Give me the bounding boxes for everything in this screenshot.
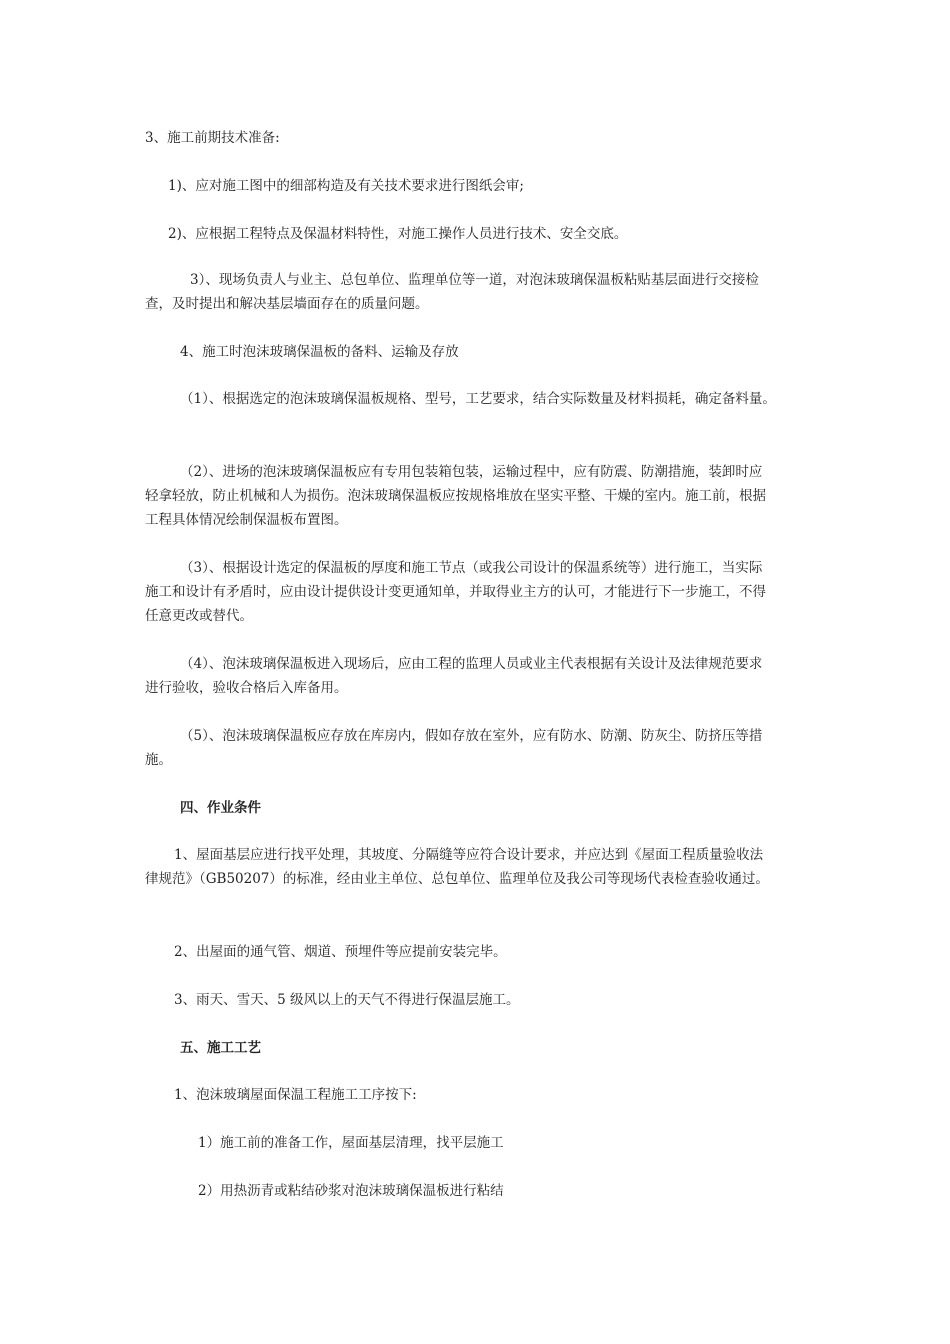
section-4-item-2-line-2: 轻拿轻放，防止机械和人为损伤。泡沫玻璃保温板应按规格堆放在坚实平整、干燥的室内。施工前，根据 [145,488,766,504]
section-4-item-2-line-1: （2）、进场的泡沫玻璃保温板应有专用包装箱包装，运输过程中，应有防震、防潮措施，装卸时应 [180,464,763,480]
section-4-title: 4、施工时泡沫玻璃保温板的备料、运输及存放 [180,344,459,360]
section-4-item-4-line-1: （4）、泡沫玻璃保温板进入现场后，应由工程的监理人员或业主代表根据有关设计及法律规范要求 [180,656,763,672]
section-3-item-3-line-1: 3）、现场负责人与业主、总包单位、监理单位等一道，对泡沫玻璃保温板粘贴基层面进行交接检 [190,272,759,288]
condition-3: 3、雨天、雪天、5 级风以上的天气不得进行保温层施工。 [174,992,520,1008]
section-3-item-2: 2)、应根据工程特点及保温材料特性，对施工操作人员进行技术、安全交底。 [168,226,628,242]
condition-1-line-2: 律规范》（GB50207）的标准，经由业主单位、总包单位、监理单位及我公司等现场代表检查验收通过。 [145,871,769,887]
section-4-item-5-line-2: 施。 [145,752,172,768]
process-1-step-2: 2）用热沥青或粘结砂浆对泡沫玻璃保温板进行粘结 [198,1183,504,1199]
process-1-step-1: 1）施工前的准备工作，屋面基层清理，找平层施工 [198,1135,504,1151]
section-4-item-4-line-2: 进行验收，验收合格后入库备用。 [145,680,348,696]
heading-construction-process: 五、施工工艺 [180,1040,261,1056]
section-4-item-1: （1）、根据选定的泡沫玻璃保温板规格、型号，工艺要求，结合实际数量及材料损耗，确定备料量。 [180,391,776,407]
section-4-item-5-line-1: （5）、泡沫玻璃保温板应存放在库房内，假如存放在室外，应有防水、防潮、防灰尘、防挤压等措 [180,728,763,744]
process-1: 1、泡沫玻璃屋面保温工程施工工序按下: [174,1087,417,1103]
heading-work-conditions: 四、作业条件 [180,800,261,816]
section-3-item-1: 1)、应对施工图中的细部构造及有关技术要求进行图纸会审; [168,178,524,194]
section-4-item-3-line-2: 施工和设计有矛盾时，应由设计提供设计变更通知单，并取得业主方的认可，才能进行下一步施工，不得 [145,584,766,600]
section-4-item-2-line-3: 工程具体情况绘制保温板布置图。 [145,512,348,528]
section-3-item-3-line-2: 查，及时提出和解决基层墙面存在的质量问题。 [145,296,429,312]
condition-1-line-1: 1、屋面基层应进行找平处理，其坡度、分隔缝等应符合设计要求，并应达到《屋面工程质量验收法 [174,847,764,863]
condition-2: 2、出屋面的通气管、烟道、预埋件等应提前安装完毕。 [174,944,507,960]
section-3-title: 3、施工前期技术准备: [145,130,280,146]
section-4-item-3-line-1: （3）、根据设计选定的保温板的厚度和施工节点（或我公司设计的保温系统等）进行施工，当实际 [180,560,763,576]
section-4-item-3-line-3: 任意更改或替代。 [145,608,253,624]
